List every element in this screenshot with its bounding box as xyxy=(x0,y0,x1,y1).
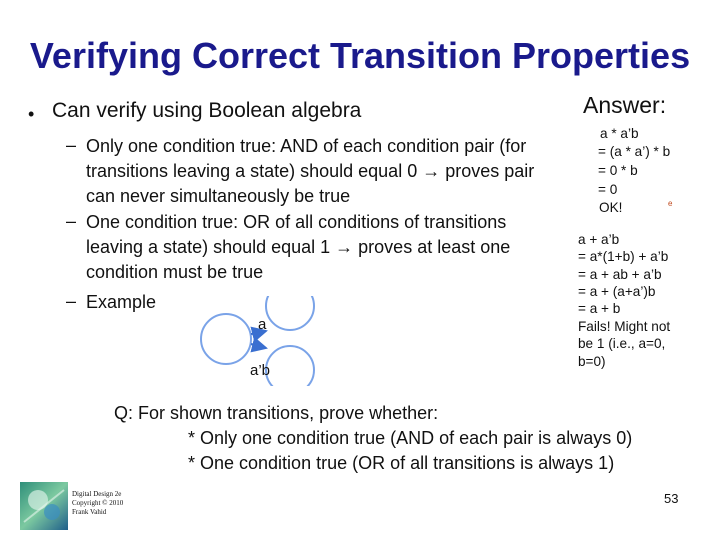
small-mark-icon: e xyxy=(668,199,673,208)
answer-and-line2: = (a * a’) * b xyxy=(598,144,671,159)
dash-3: – xyxy=(66,291,77,311)
question-line2: * Only one condition true (AND of each pair is always 0) xyxy=(188,428,633,448)
footer-credit xyxy=(72,490,123,517)
subpoint-one-line1: Only one condition true: AND of each condition pair (for xyxy=(86,136,527,156)
answer-heading: Answer: xyxy=(583,92,667,118)
answer-or-line1: a + a’b xyxy=(578,232,620,247)
answer-or-line6: Fails! Might not xyxy=(578,319,671,334)
subpoint-example: Example xyxy=(86,292,157,312)
footer-line3: Frank Vahid xyxy=(72,508,107,516)
main-bullet: Can verify using Boolean algebra xyxy=(52,99,362,122)
question-line1: Q: For shown transitions, prove whether: xyxy=(114,403,439,423)
state-source-circle xyxy=(201,314,251,364)
answer-or-line4: = a + (a+a’)b xyxy=(578,284,656,299)
slide-title: Verifying Correct Transition Properties xyxy=(29,35,691,76)
footer-line1: Digital Design 2e xyxy=(72,490,122,498)
subpoint-or-line2: leaving a state) should equal 1 → proves at least one xyxy=(86,237,511,257)
answer-ok: OK! xyxy=(599,200,623,215)
subpoint-one-line2: transitions leaving a state) should equal 0 → proves pair xyxy=(86,161,535,181)
answer-or-line2: = a*(1+b) + a’b xyxy=(578,249,669,264)
footer-line2: Copyright © 2010 xyxy=(72,499,124,507)
edge-label-bottom: a’b xyxy=(250,362,271,379)
dash-2: – xyxy=(66,211,77,231)
edge-bottom-arrow xyxy=(251,344,266,348)
book-cover-logo xyxy=(20,482,68,530)
subpoint-or-line1: One condition true: OR of all conditions of transitions xyxy=(86,212,507,232)
bullet-dot: • xyxy=(28,104,35,124)
subpoint-or-line3: condition must be true xyxy=(86,262,264,282)
answer-and-line4: = 0 xyxy=(598,182,618,197)
state-top-circle xyxy=(266,296,314,330)
question-line3: * One condition true (OR of all transitions is always 1) xyxy=(188,453,615,473)
state-bottom-circle xyxy=(266,346,314,386)
dash-1: – xyxy=(66,135,77,155)
answer-and-line1: a * a’b xyxy=(600,126,639,141)
answer-or-line7: be 1 (i.e., a=0, xyxy=(578,336,666,351)
answer-or-line5: = a + b xyxy=(578,301,621,316)
page-number: 53 xyxy=(664,491,679,506)
answer-or-line3: = a + ab + a’b xyxy=(578,267,662,282)
answer-or-line8: b=0) xyxy=(578,354,606,369)
edge-label-top: a xyxy=(258,316,267,333)
subpoint-one-line3: can never simultaneously be true xyxy=(86,186,351,206)
answer-and-line3: = 0 * b xyxy=(598,163,638,178)
